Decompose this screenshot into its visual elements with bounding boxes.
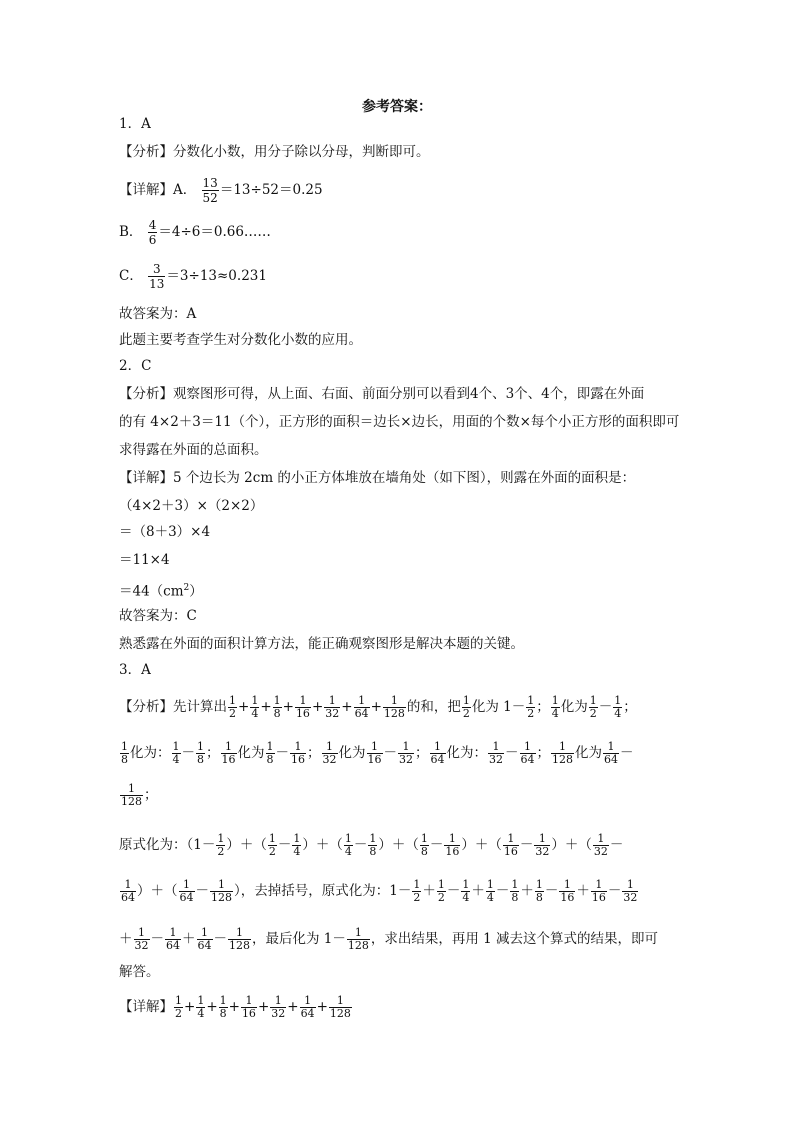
fraction: $\frac{13}{52}$: [202, 176, 218, 205]
q2-summary: 熟悉露在外面的面积计算方法，能正确观察图形是解决本题的关键。: [119, 636, 524, 652]
q2-step4: $=44(cm^2)$: [119, 583, 203, 600]
q3-analysis-line7: 解答。: [119, 964, 160, 980]
q3-analysis-line2: $\frac{1}{8}$ 化为： $\frac{1}{4}$ － $\frac{1}{8}$ ； $\frac{1}{16}$ 化为 $\frac{1}{8}$ － $\frac{1}{16}$ ； $\frac{1}{32}$ 化为 $\frac{1}{16}$ － $\frac{1}{32}$ ； $\frac{1}{64}$ 化为： $\frac{1}{32}$ － $\frac{1}{64}$ ； $\frac{1}{128}$ 化为 $\frac{1}{64}$ －: [121, 740, 634, 766]
q1-detail-c: C． $\frac{3}{13}$ ＝3÷13≈0.231: [119, 262, 267, 291]
q2-analysis-line2: 的有 4×2＋3＝11（个），正方形的面积＝边长×边长，用面的个数×每个小正方形的面积即可: [119, 414, 680, 430]
q1-detail-b: B． $\frac{4}{6}$ ＝4÷6＝0.66……: [119, 218, 271, 247]
q3-analysis-line3: $\frac{1}{128}$ ；: [121, 782, 158, 808]
q3-analysis-line6: ＋ $\frac{1}{32}$ － $\frac{1}{64}$ ＋ $\frac{1}{64}$ － $\frac{1}{128}$ ，最后化为 1－ $\frac{1}{128}$ ，求出结果，再用 1 减去这个算式的结果，即可: [119, 926, 659, 952]
q3-detail: 【详解】 $\frac{1}{2}$ + $\frac{1}{4}$ + $\frac{1}{8}$ + $\frac{1}{16}$ + $\frac{1}{32}$ + $\frac{1}{64}$ + $\frac{1}{128}$: [119, 994, 351, 1020]
q2-number: 2．C: [119, 358, 152, 374]
fraction: $\frac{4}{6}$: [148, 218, 157, 247]
q1-analysis: 【分析】分数化小数，用分子除以分母，判断即可。: [119, 144, 430, 160]
q1-summary: 此题主要考查学生对分数化小数的应用。: [119, 332, 362, 348]
q1-detail-a: 【详解】A． $\frac{13}{52}$ ＝13÷52＝0.25: [119, 176, 323, 205]
q3-number: 3．A: [119, 662, 151, 678]
q2-step1: （4×2＋3）×（2×2）: [119, 498, 264, 514]
q2-step2: ＝（8＋3）×4: [119, 524, 211, 540]
q2-analysis-line1: 【分析】观察图形可得，从上面、右面、前面分别可以看到4个、3个、4个，即露在外面: [119, 386, 645, 402]
fraction: $\frac{3}{13}$: [149, 262, 165, 291]
q3-analysis-line5: $\frac{1}{64}$ ）＋（ $\frac{1}{64}$ － $\frac{1}{128}$ ），去掉括号，原式化为：1－ $\frac{1}{2}$ ＋ $\frac{1}{2}$ － $\frac{1}{4}$ ＋ $\frac{1}{4}$ － $\frac{1}{8}$ ＋ $\frac{1}{8}$ － $\frac{1}{16}$ ＋ $\frac{1}{16}$ － $\frac{1}{32}$: [121, 878, 638, 904]
q3-analysis-line4: 原式化为：（1－ $\frac{1}{2}$ ）＋（ $\frac{1}{2}$ － $\frac{1}{4}$ ）＋（ $\frac{1}{4}$ － $\frac{1}{8}$ ）＋（ $\frac{1}{8}$ － $\frac{1}{16}$ ）＋（ $\frac{1}{16}$ － $\frac{1}{32}$ ）＋（ $\frac{1}{32}$ －: [119, 832, 624, 858]
q2-detail: 【详解】5 个边长为 2cm 的小正方体堆放在墙角处（如下图），则露在外面的面积是：: [119, 470, 636, 486]
q1-number: 1．A: [119, 116, 151, 132]
q2-answer: 故答案为：C: [119, 608, 197, 624]
q3-analysis-line1: 【分析】先计算出 $\frac{1}{2}$ + $\frac{1}{4}$ + $\frac{1}{8}$ + $\frac{1}{16}$ + $\frac{1}{32}$ + $\frac{1}{64}$ + $\frac{1}{128}$ 的和，把 $\frac{1}{2}$ 化为 1－ $\frac{1}{2}$ ； $\frac{1}{4}$ 化为 $\frac{1}{2}$ － $\frac{1}{4}$ ；: [119, 694, 637, 720]
q2-analysis-line3: 求得露在外面的总面积。: [119, 442, 268, 458]
q2-step3: ＝11×4: [119, 552, 170, 568]
page-title: 参考答案：: [362, 99, 432, 115]
q1-answer: 故答案为：A: [119, 306, 197, 322]
